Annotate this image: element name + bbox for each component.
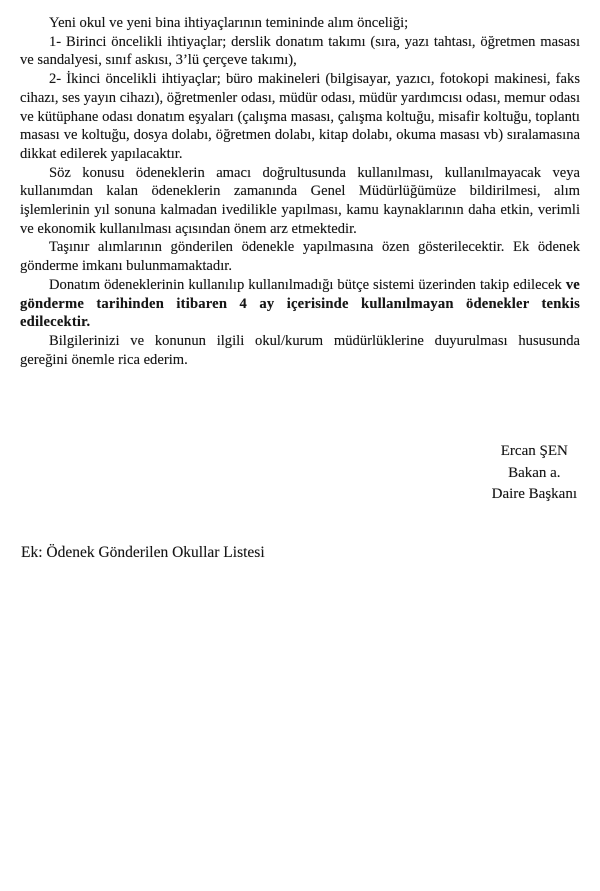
paragraph-tracking — [20, 276, 580, 332]
paragraph-intro: Yeni okul ve yeni bina ihtiyaçlarının temininde alım önceliği; — [49, 15, 409, 31]
signatory-title-1: Bakan a. — [508, 464, 561, 481]
paragraph-closing: Bilgilerinizi ve konunun ilgili okul/kurum müdürlüklerine duyurulması hususunda gereğini önemle rica ederim. — [20, 332, 580, 368]
signatory-title-2: Daire Başkanı — [491, 486, 577, 502]
signature-block — [492, 441, 577, 506]
attachment-note: Ek: Ödenek Gönderilen Okullar Listesi — [21, 544, 265, 561]
document-body — [20, 14, 580, 369]
paragraph-usage-purpose: Söz konusu ödeneklerin amacı doğrultusunda kullanılması, kullanılmayacak veya kullanımdan kalan ödeneklerin zamanında Genel Müdürlüğümüze bildirilmesi, alım işlemlerinin yıl sonuna kalmadan ivedilikle yapılması, kamu kaynaklarının daha etkin, verimli ve ekonomik kullanılması açısından önem arz etmektedir. — [20, 164, 580, 237]
signatory-name: Ercan ŞEN — [500, 443, 568, 459]
paragraph-tracking-regular: Donatım ödeneklerinin kullanılıp kullanılmadığı bütçe sistemi üzerinden takip edilecek — [49, 276, 566, 293]
paragraph-second-priority: 2- İkinci öncelikli ihtiyaçlar; büro makineleri (bilgisayar, yazıcı, fotokopi makinesi, faks cihazı, ses yayın cihazı), öğretmenler odası, müdür odası, müdür yardımcısı odası, memur odası ve kütüphane odası donatım eşyaları (çalışma masası, çalışma koltuğu, misafir koltuğu, toplantı masası ve koltuğu, dosya dolabı, öğretmen dolabı, kitap dolabı, okuma masası vb) sıralamasına dikkat edilerek yapılacaktır. — [20, 71, 580, 162]
paragraph-no-extra-funds: Taşınır alımlarının gönderilen ödenekle yapılmasına özen gösterilecektir. Ek ödenek gönderme imkanı bulunmamaktadır. — [20, 239, 580, 275]
paragraph-first-priority: 1- Birinci öncelikli ihtiyaçlar; derslik donatım takımı (sıra, yazı tahtası, öğretmen masası ve sandalyesi, sınıf askısı, 3’lü çerçeve takımı), — [20, 33, 580, 69]
paragraph-tracking-bold: ve gönderme tarihinden itibaren 4 ay içerisinde kullanılmayan ödenekler tenkis edilecektir. — [20, 276, 580, 331]
